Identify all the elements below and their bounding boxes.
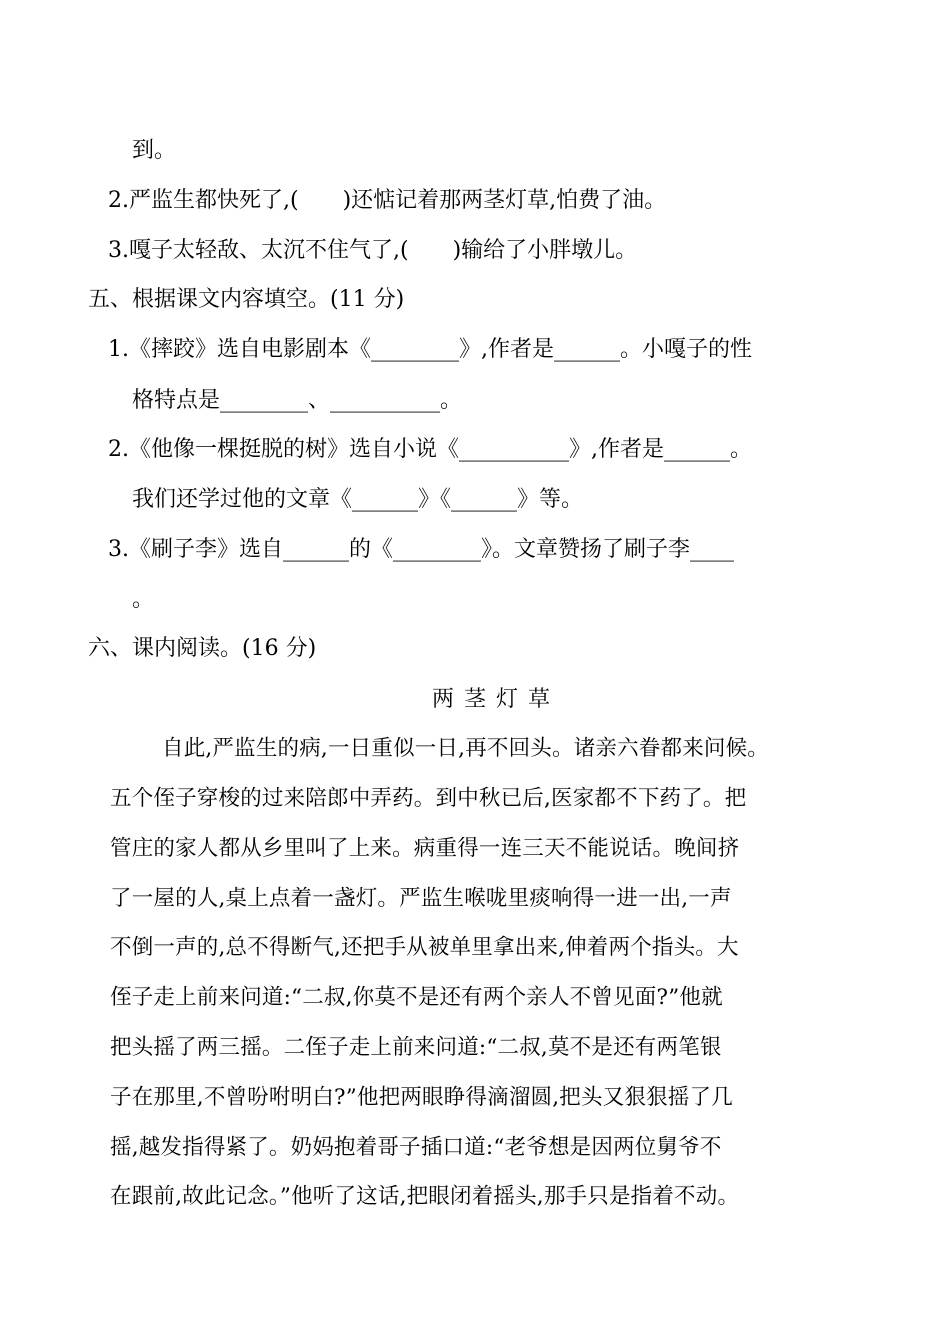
section5-heading: 五、根据课文内容填空。(11 分) [88, 287, 405, 312]
section6-heading: 六、课内阅读。(16 分) [88, 636, 317, 661]
passage-line: 自此,严监生的病,一日重似一日,再不回头。诸亲六眷都来问候。 [162, 736, 770, 761]
section5-question-2-line-1: 2.《他像一棵挺脱的树》选自小说《__________》,作者是______。 [108, 437, 752, 462]
section5-question-2-line-2: 我们还学过他的文章《______》《______》等。 [132, 487, 584, 512]
passage-line: 在跟前,故此记念。”他听了这话,把眼闭着摇头,那手只是指着不动。 [110, 1184, 740, 1209]
passage-line: 侄子走上前来问道:“二叔,你莫不是还有两个亲人不曾见面?”他就 [110, 985, 723, 1010]
passage-line: 把头摇了两三摇。二侄子走上前来问道:“二叔,莫不是还有两笔银 [110, 1035, 722, 1060]
section4-question-2: 2.严监生都快死了,( )还惦记着那两茎灯草,怕费了油。 [108, 188, 667, 213]
passage-line: 管庄的家人都从乡里叫了上来。病重得一连三天不能说话。晚间挤 [110, 836, 740, 861]
section4-question-3: 3.嘎子太轻敌、太沉不住气了,( )输给了小胖墩儿。 [108, 238, 638, 263]
passage-line: 了一屋的人,桌上点着一盏灯。严监生喉咙里痰响得一进一出,一声 [110, 886, 732, 911]
passage-line: 子在那里,不曾吩咐明白?”他把两眼睁得滴溜圆,把头又狠狠摇了几 [110, 1085, 733, 1110]
section5-question-1-line-2: 格特点是________、__________。 [132, 388, 463, 413]
passage-line: 不倒一声的,总不得断气,还把手从被单里拿出来,伸着两个指头。大 [110, 935, 739, 960]
passage-line: 五个侄子穿梭的过来陪郎中弄药。到中秋已后,医家都不下药了。把 [110, 786, 747, 811]
section5-question-1-line-1: 1.《摔跤》选自电影剧本《________》,作者是______。小嘎子的性 [108, 337, 752, 362]
section5-question-3-line-1: 3.《刷子李》选自______的《________》。文章赞扬了刷子李____ [108, 537, 734, 562]
passage-title: 两茎灯草 [432, 687, 561, 712]
passage-line: 摇,越发指得紧了。奶妈抱着哥子插口道:“老爷想是因两位舅爷不 [110, 1135, 722, 1160]
section5-question-3-line-2: 。 [132, 587, 155, 612]
section4-continuation-line: 到。 [132, 138, 177, 163]
